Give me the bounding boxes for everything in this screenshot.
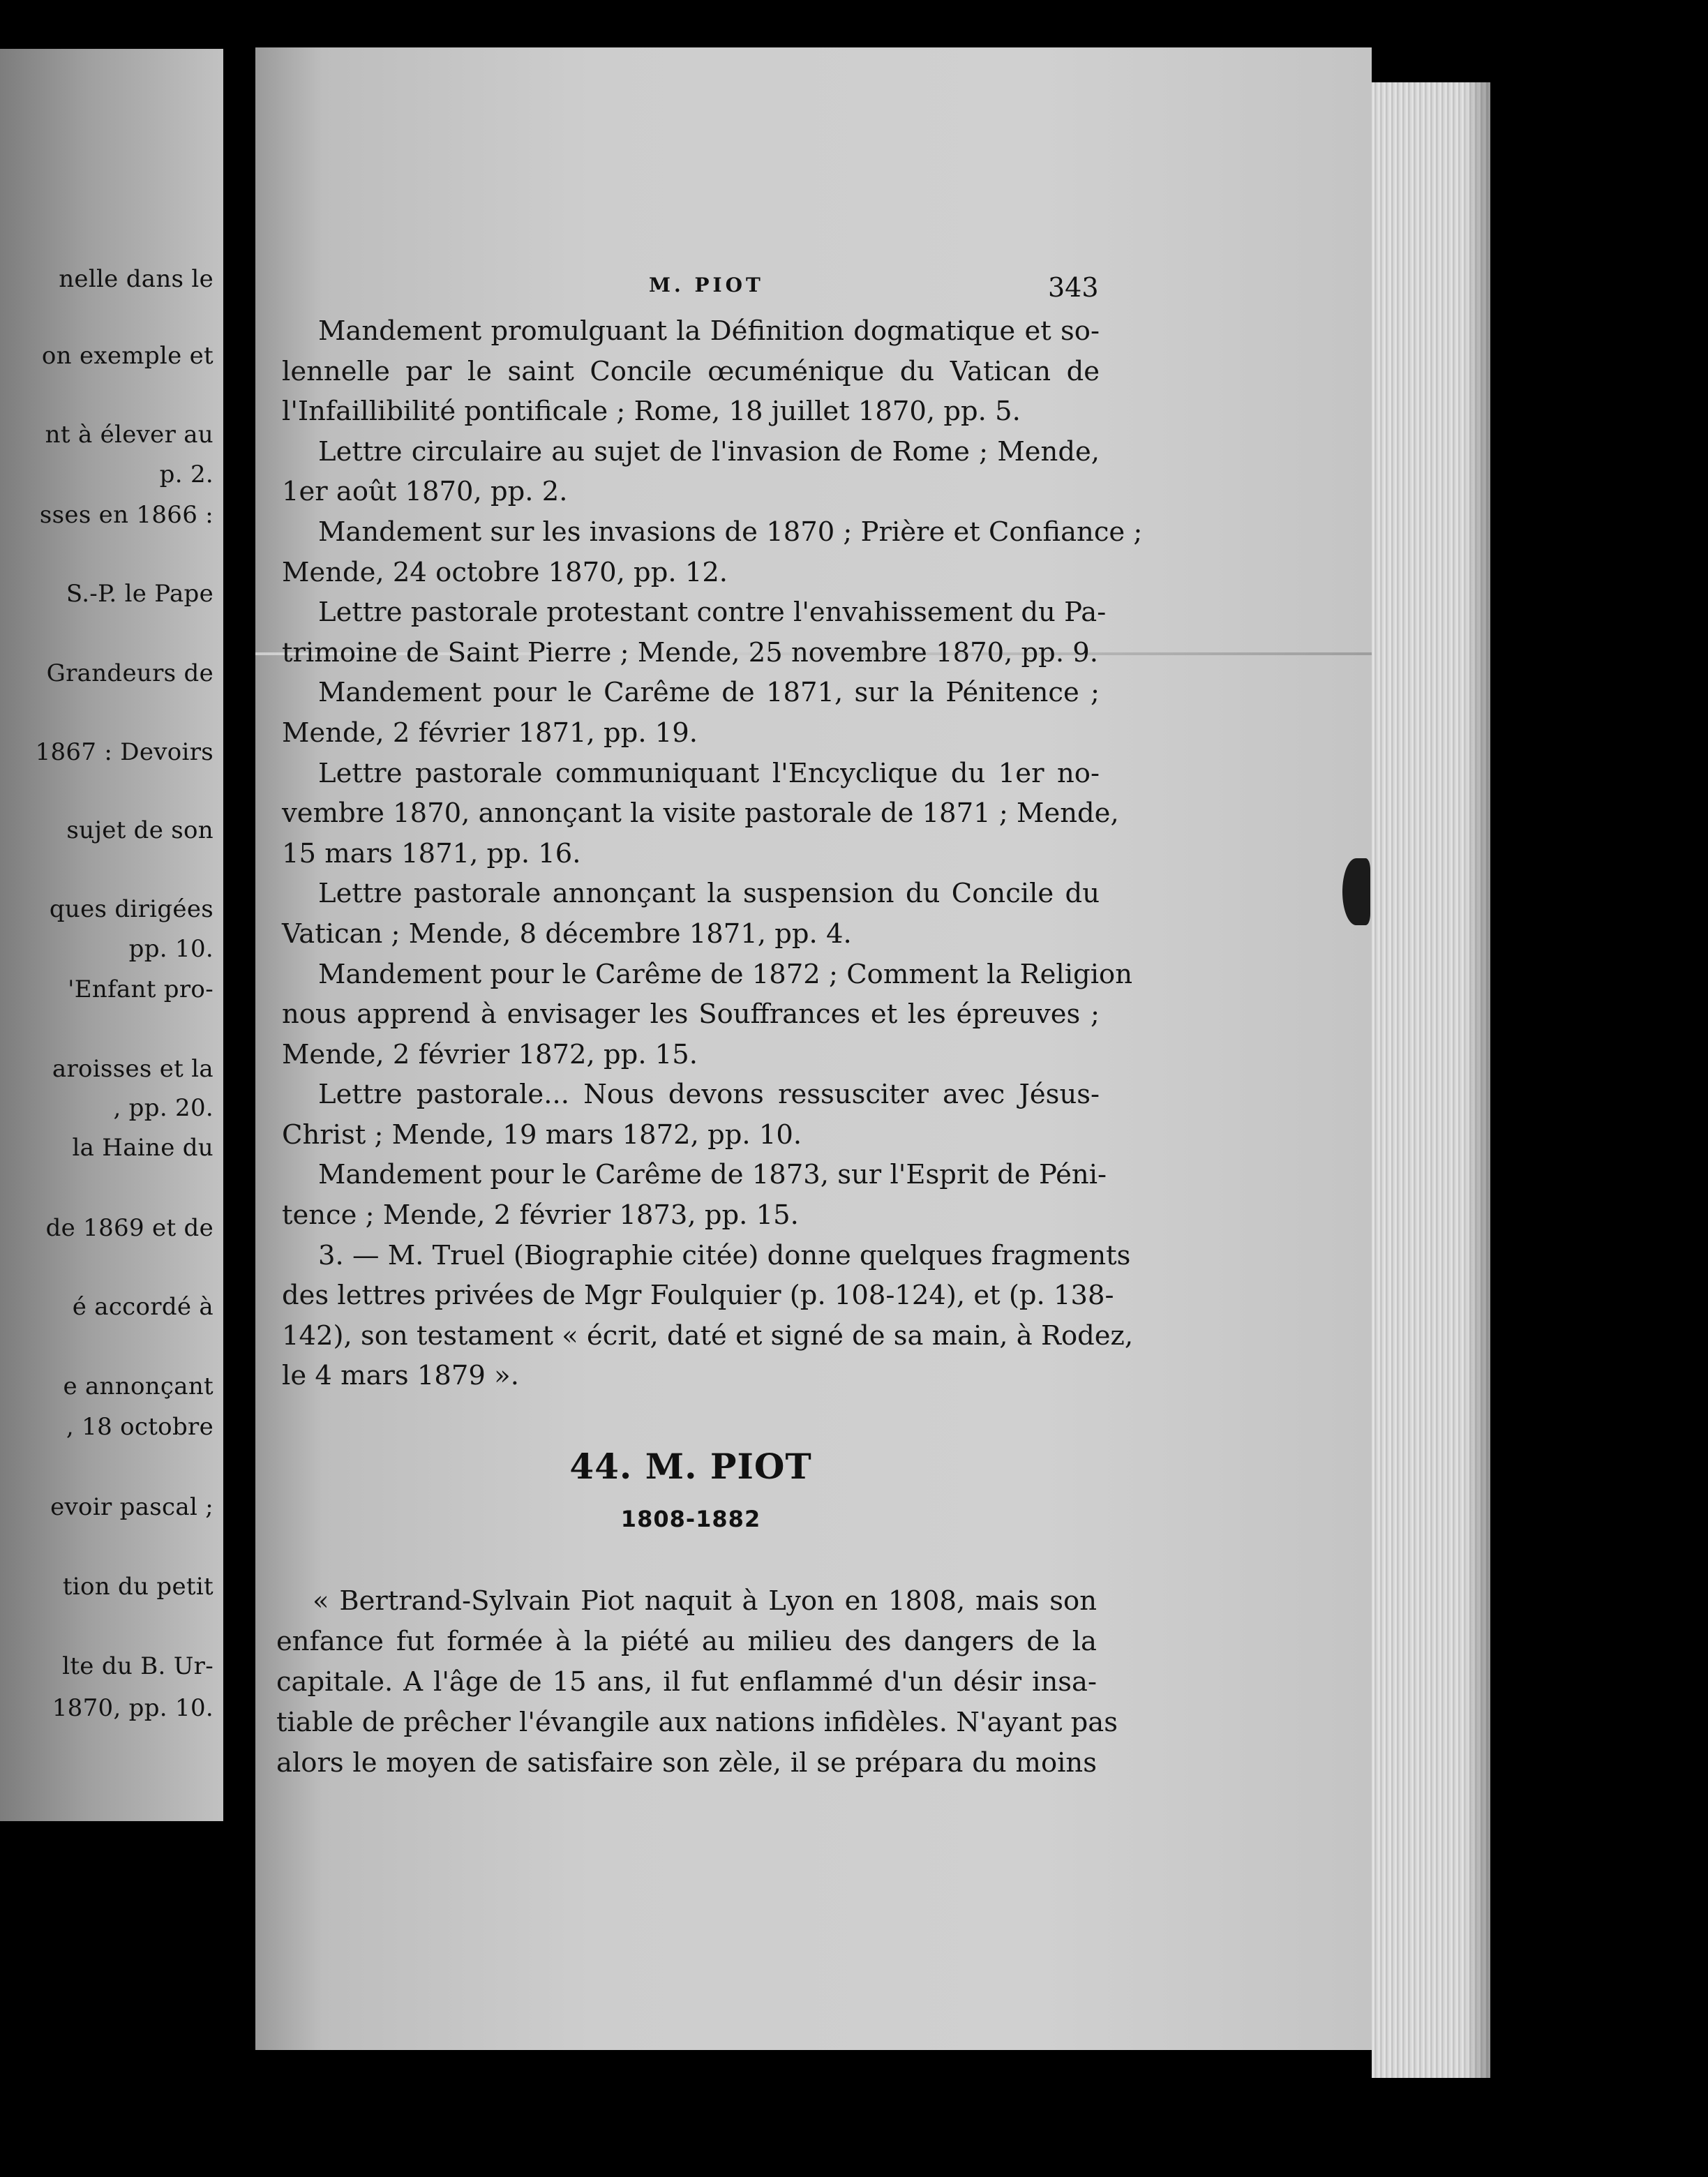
paragraph-line: 15 mars 1871, pp. 16.	[282, 837, 581, 869]
biography-text	[276, 1581, 1118, 1783]
paragraph-line: 1er août 1870, pp. 2.	[282, 476, 568, 508]
body-text	[282, 311, 1143, 1396]
paragraph-line: Mende, 2 février 1872, pp. 15.	[282, 1038, 698, 1070]
page-edges-shadow	[1465, 82, 1493, 2078]
facing-page-line: tion du petit	[62, 1573, 214, 1601]
facing-page-line: , 18 octobre	[66, 1413, 214, 1441]
section-dates: 1808-1882	[620, 1506, 761, 1532]
facing-page-line: 1867 : Devoirs	[35, 738, 214, 766]
facing-page-line: Grandeurs de	[46, 659, 214, 687]
paragraph-line: Mandement promulguant la Définition dogmatique et so-	[318, 315, 1100, 347]
biography-line: alors le moyen de satisfaire son zèle, il se prépara du moins	[276, 1747, 1097, 1779]
paragraph-line: vembre 1870, annonçant la visite pastorale de 1871 ; Mende,	[282, 798, 1119, 830]
paragraph-line: Lettre pastorale communiquant l'Encyclique du 1er no-	[318, 757, 1100, 789]
paragraph-line: le 4 mars 1879 ».	[282, 1360, 519, 1392]
paragraph-line: Lettre pastorale... Nous devons ressusciter avec Jésus-	[318, 1079, 1100, 1111]
paragraph-line: Mende, 24 octobre 1870, pp. 12.	[282, 556, 728, 588]
paragraph-line: Mandement pour le Carême de 1871, sur la Pénitence ;	[318, 677, 1100, 709]
facing-page-line: sujet de son	[66, 816, 214, 844]
facing-page-line: evoir pascal ;	[50, 1493, 214, 1521]
facing-page-line: sses en 1866 :	[39, 501, 214, 529]
paragraph-line: Lettre pastorale annonçant la suspension du Concile du	[318, 878, 1100, 910]
facing-page-line: nelle dans le	[59, 265, 214, 293]
biography-line: tiable de prêcher l'évangile aux nations infidèles. N'ayant pas	[276, 1707, 1118, 1738]
paragraph-line: tence ; Mende, 2 février 1873, pp. 15.	[282, 1199, 799, 1232]
facing-page-line: p. 2.	[159, 461, 214, 488]
section-heading: 44. M. PIOT	[569, 1446, 812, 1487]
facing-page-line: é accordé à	[72, 1293, 214, 1321]
paragraph-line: 142), son testament « écrit, daté et signé de sa main, à Rodez,	[282, 1319, 1134, 1352]
facing-page-fragment	[0, 49, 223, 1821]
paragraph-line: Mandement pour le Carême de 1873, sur l'Esprit de Péni-	[318, 1159, 1107, 1191]
facing-page-line: 1870, pp. 10.	[52, 1694, 214, 1722]
paragraph-line: Mandement sur les invasions de 1870 ; Prière et Confiance ;	[318, 516, 1143, 548]
paragraph-line: Mandement pour le Carême de 1872 ; Comment la Religion	[318, 958, 1132, 990]
facing-page-line: 'Enfant pro-	[68, 975, 214, 1003]
facing-page-line: aroisses et la	[52, 1055, 214, 1083]
page-number: 343	[1048, 272, 1099, 303]
facing-page-line: , pp. 20.	[113, 1094, 214, 1122]
running-head: M. PIOT	[649, 274, 764, 297]
biography-line: enfance fut formée à la piété au milieu des dangers de la	[276, 1626, 1097, 1657]
paragraph-line: trimoine de Saint Pierre ; Mende, 25 novembre 1870, pp. 9.	[282, 636, 1099, 668]
facing-page-line: lte du B. Ur-	[62, 1652, 214, 1680]
facing-page-line: pp. 10.	[128, 935, 214, 963]
thumb-tab-mark	[1342, 858, 1370, 925]
facing-page-line: ques dirigées	[49, 895, 214, 923]
facing-page-line: de 1869 et de	[45, 1214, 214, 1242]
facing-page-line: nt à élever au	[45, 421, 214, 449]
book-gutter	[223, 0, 255, 2177]
paragraph-line: nous apprend à envisager les Souffrances et les épreuves ;	[282, 998, 1100, 1031]
biography-line: capitale. A l'âge de 15 ans, il fut enflammé d'un désir insa-	[276, 1666, 1097, 1698]
facing-page-line: S.-P. le Pape	[66, 580, 214, 608]
facing-page-line: la Haine du	[72, 1134, 214, 1162]
paragraph-line: Christ ; Mende, 19 mars 1872, pp. 10.	[282, 1119, 802, 1151]
paragraph-line: l'Infaillibilité pontificale ; Rome, 18 juillet 1870, pp. 5.	[282, 396, 1021, 428]
facing-page-line: e annonçant	[63, 1372, 214, 1400]
paragraph-line: Vatican ; Mende, 8 décembre 1871, pp. 4.	[282, 918, 852, 950]
biography-line: « Bertrand-Sylvain Piot naquit à Lyon en 1808, mais son	[313, 1585, 1097, 1617]
paragraph-line: lennelle par le saint Concile œcuménique du Vatican de	[282, 355, 1100, 387]
paragraph-line: des lettres privées de Mgr Foulquier (p. 108-124), et (p. 138-	[282, 1280, 1114, 1312]
paragraph-line: Lettre circulaire au sujet de l'invasion de Rome ; Mende,	[318, 435, 1100, 467]
paragraph-line: 3. — M. Truel (Biographie citée) donne quelques fragments	[318, 1239, 1131, 1271]
facing-page-line: on exemple et	[41, 342, 214, 370]
paragraph-line: Lettre pastorale protestant contre l'envahissement du Pa-	[318, 597, 1107, 629]
paragraph-line: Mende, 2 février 1871, pp. 19.	[282, 717, 698, 749]
